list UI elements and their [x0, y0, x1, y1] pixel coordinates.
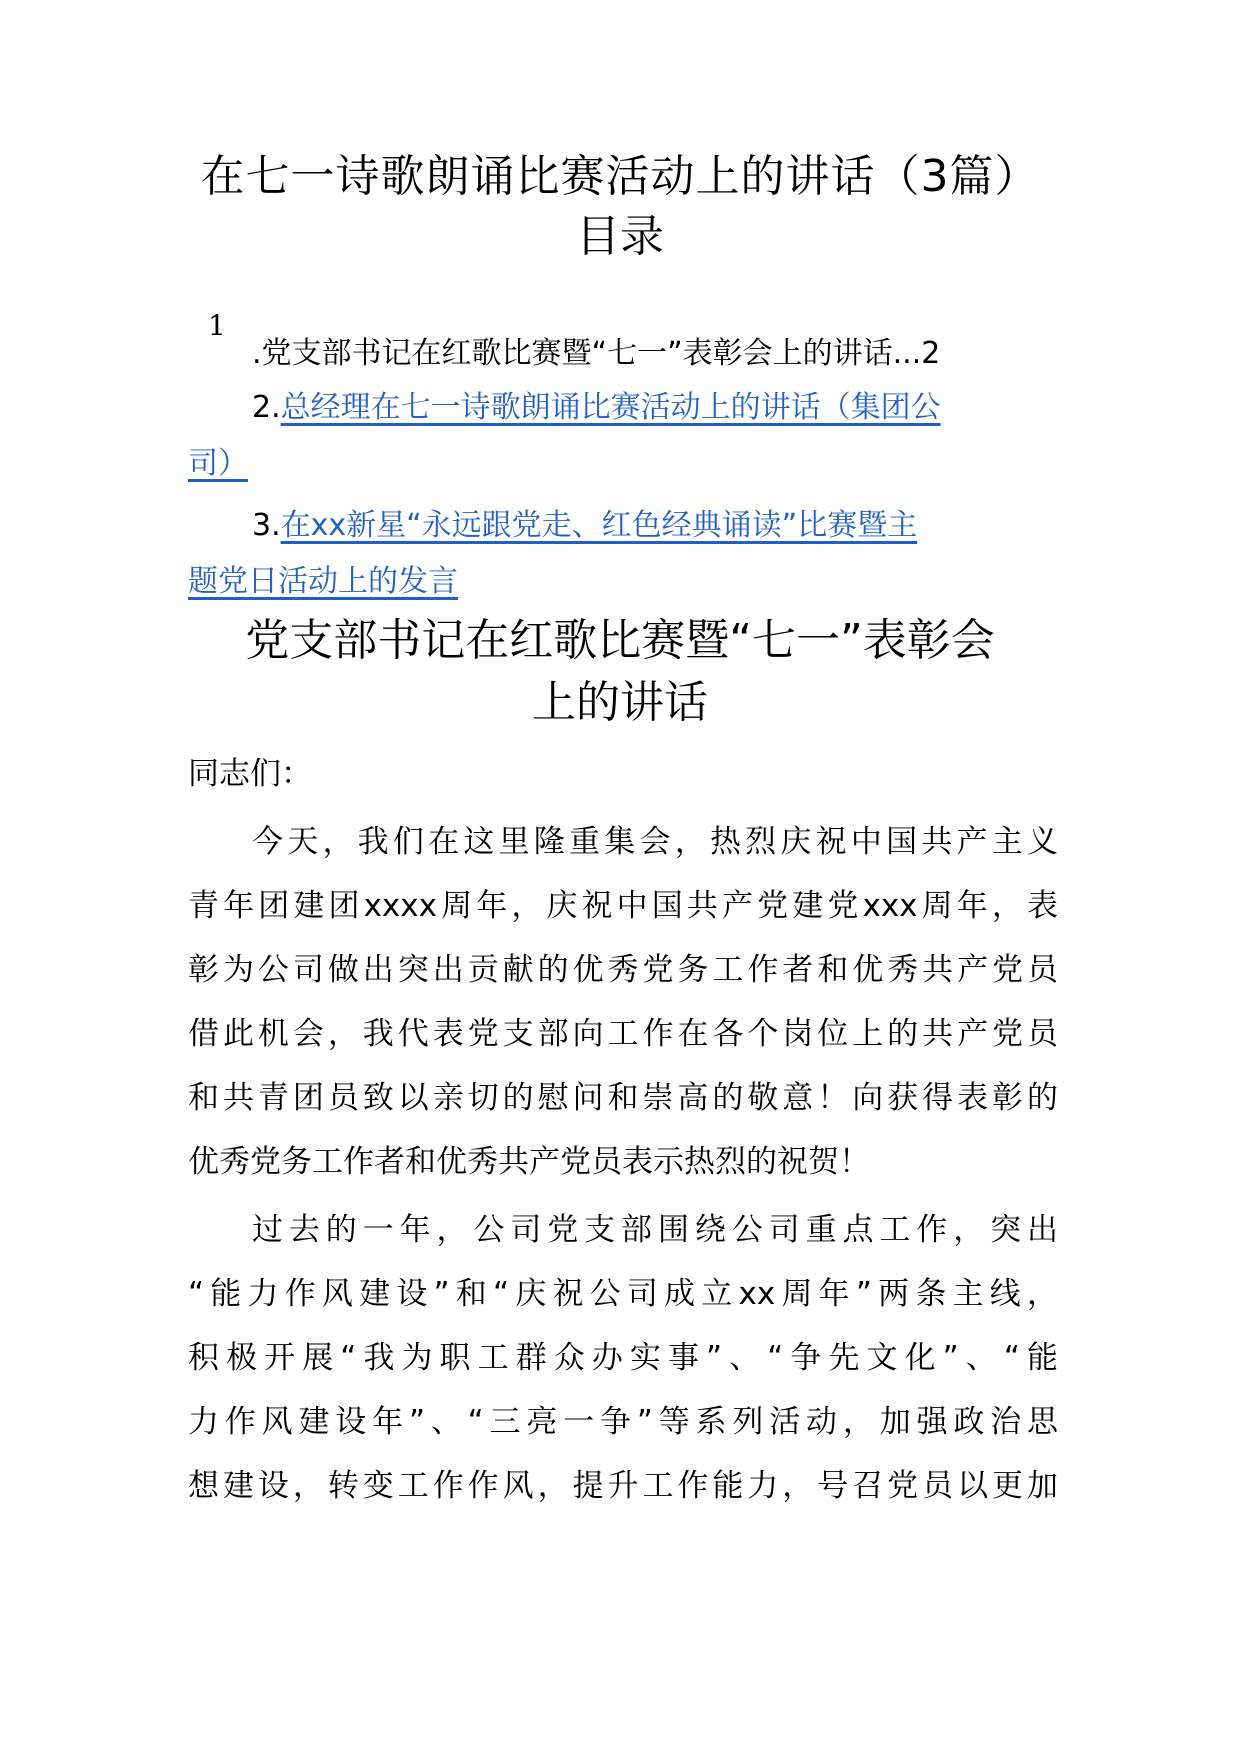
toc-heading: 目录: [576, 211, 664, 262]
paragraph-line: 力作风建设年”、“三亮一争”等系列活动，加强政治思: [188, 1404, 1058, 1440]
document-title: 在七一诗歌朗诵比赛活动上的讲话（3篇）: [200, 151, 1040, 202]
toc-item-1-text[interactable]: .党支部书记在红歌比赛暨“七一”表彰会上的讲话...2: [252, 336, 941, 371]
paragraph-line: 过去的一年，公司党支部围绕公司重点工作，突出: [252, 1212, 1058, 1248]
paragraph-line: “能力作风建设”和“庆祝公司成立xx周年”两条主线，: [188, 1276, 1058, 1312]
paragraph-line: 今天，我们在这里隆重集会，热烈庆祝中国共产主义: [252, 824, 1058, 860]
section-title-line-2: 上的讲话: [532, 677, 708, 728]
paragraph-line: 借此机会，我代表党支部向工作在各个岗位上的共产党员: [188, 1016, 1058, 1052]
toc-item-1-number: 1: [208, 309, 226, 342]
toc-item-3-link-continued[interactable]: 题党日活动上的发言: [188, 564, 458, 599]
toc-item-2[interactable]: [252, 376, 941, 440]
toc-item-2-prefix: 2.: [252, 390, 281, 425]
paragraph-line: 积极开展“我为职工群众办实事”、“争先文化”、“能: [188, 1340, 1058, 1376]
salutation: 同志们：: [188, 756, 312, 792]
toc-item-2-link[interactable]: 总经理在七一诗歌朗诵比赛活动上的讲话（集团公: [280, 390, 941, 425]
toc-item-3-prefix: 3.: [252, 508, 281, 543]
paragraph-line: 想建设，转变工作作风，提升工作能力，号召党员以更加: [188, 1468, 1058, 1504]
toc-item-3[interactable]: [252, 494, 917, 558]
toc-item-2-continued[interactable]: [188, 432, 248, 496]
toc-item-3-continued[interactable]: [188, 550, 458, 614]
section-title: 党支部书记在红歌比赛暨“七一”表彰会: [245, 615, 995, 666]
paragraph-line: 青年团建团xxxx周年，庆祝中国共产党建党xxx周年，表: [188, 888, 1058, 924]
toc-item-3-link[interactable]: 在xx新星“永远跟党走、红色经典诵读”比赛暨主: [280, 508, 918, 543]
paragraph-line: 优秀党务工作者和优秀共产党员表示热烈的祝贺！: [188, 1144, 870, 1180]
toc-item-2-link-continued[interactable]: 司）: [188, 446, 248, 481]
paragraph-line: 和共青团员致以亲切的慰问和崇高的敬意！向获得表彰的: [188, 1080, 1058, 1116]
paragraph-line: 彰为公司做出突出贡献的优秀党务工作者和优秀共产党员: [188, 952, 1058, 988]
